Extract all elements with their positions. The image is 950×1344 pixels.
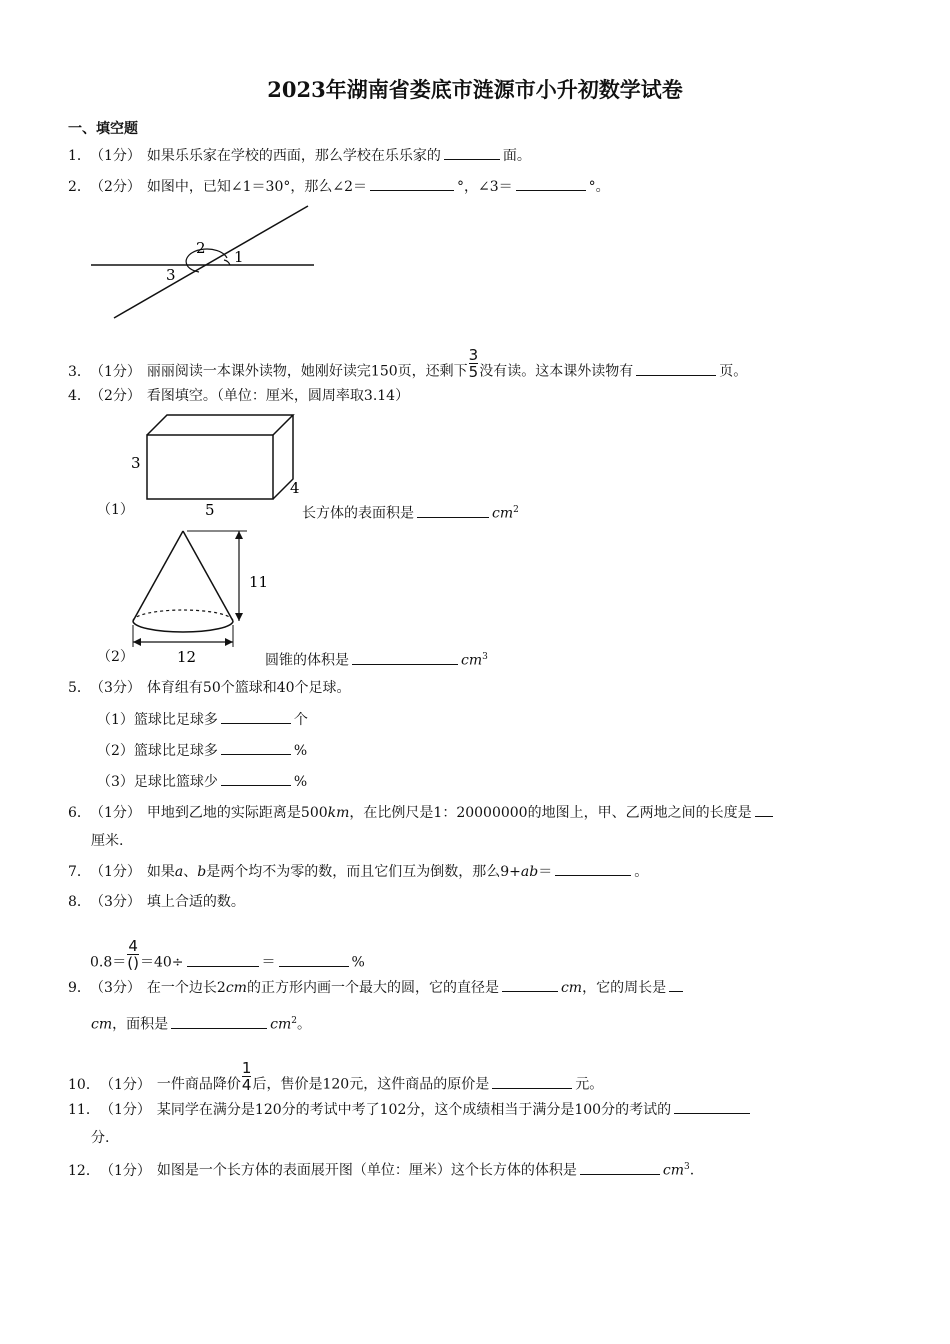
question-points: （2分）: [90, 388, 141, 404]
answer-blank[interactable]: [187, 952, 259, 967]
question-text: 在一个边长2: [146, 980, 226, 996]
arrow-head: [235, 531, 243, 539]
separator: 、: [183, 864, 198, 880]
angle-label-1: 1: [234, 248, 244, 266]
sub-question-text: （3）足球比篮球少: [97, 774, 218, 790]
unit: cm: [662, 1162, 685, 1179]
question-text: 是两个均不为零的数，而且它们互为倒数，那么9+: [206, 864, 521, 880]
question-text: 如图中，已知∠1＝30°，那么∠2＝: [146, 179, 368, 195]
question-text: 某同学在满分是120分的考试中考了102分，这个成绩相当于满分是100分的考试的: [156, 1102, 672, 1118]
question-number: 6．: [68, 805, 91, 821]
question-1: [68, 145, 531, 166]
variable-a: a: [174, 864, 184, 880]
angles-diagram: [88, 200, 328, 325]
unit: cm: [270, 1016, 292, 1033]
variable-b: b: [197, 864, 207, 880]
answer-blank[interactable]: [580, 1160, 660, 1175]
question-number: 3．: [68, 363, 91, 380]
answer-blank[interactable]: [516, 176, 586, 191]
question-7: [68, 861, 648, 882]
question-text: 丽丽阅读一本课外读物，她刚好读完150页，还剩下: [146, 363, 468, 380]
cone-base-back: [133, 610, 233, 621]
answer-blank[interactable]: [171, 1014, 267, 1029]
question-points: （3分）: [90, 680, 141, 696]
sub-question-text: （2）篮球比足球多: [97, 743, 218, 759]
angle-label-2: 2: [196, 239, 206, 257]
question-points: （3分）: [90, 894, 141, 910]
question-text: 的正方形内画一个最大的圆，它的直径是: [246, 980, 499, 996]
question-points: （1分）: [100, 1102, 151, 1118]
question-9: [68, 977, 686, 998]
cone-side-right: [183, 531, 233, 621]
question-6-line-2: 厘米.: [91, 833, 124, 849]
answer-blank[interactable]: [417, 503, 489, 518]
angle-arc: [187, 265, 199, 272]
question-text-after: 页。: [719, 363, 748, 380]
cone-side-left: [133, 531, 183, 621]
question-text: 一件商品降价: [156, 1076, 241, 1093]
q5-part-2: [97, 740, 307, 761]
fraction: [127, 938, 139, 971]
question-text: 如果乐乐家在学校的西面，那么学校在乐乐家的: [146, 148, 441, 164]
q5-part-3: [97, 771, 307, 792]
fraction-numerator: 1: [241, 1059, 252, 1077]
question-number: 10．: [68, 1076, 100, 1093]
expression-text: 0.8＝: [90, 954, 127, 971]
answer-blank[interactable]: [221, 740, 291, 755]
question-points: （3分）: [90, 980, 141, 996]
cone-height-label: 11: [249, 573, 269, 591]
answer-blank[interactable]: [370, 176, 454, 191]
question-11-line-2: 分.: [91, 1130, 110, 1146]
slanted-line: [114, 206, 308, 318]
answer-blank[interactable]: [221, 771, 291, 786]
question-4: [68, 386, 409, 406]
sub-question-unit: %: [293, 774, 308, 790]
cone-diameter-label: 12: [177, 648, 197, 666]
question-text: ，面积是: [112, 1016, 169, 1033]
q4-part-1-label: （1）: [97, 502, 134, 518]
question-points: （1分）: [90, 805, 141, 821]
question-8: [68, 892, 245, 912]
answer-blank[interactable]: [444, 145, 500, 160]
question-text: 后，售价是120元，这件商品的原价是: [252, 1076, 490, 1093]
q4-part-2-label: （2）: [97, 649, 134, 665]
question-9-line-2: [91, 1011, 311, 1035]
cuboid-top: [147, 415, 293, 435]
question-2: [68, 176, 610, 197]
arrow-head: [225, 638, 233, 646]
unit-exponent: 3: [482, 652, 488, 662]
answer-blank[interactable]: [492, 1074, 572, 1089]
unit-exponent: 2: [513, 505, 519, 515]
question-text: 如果: [146, 864, 175, 880]
fraction-denominator[interactable]: (): [127, 954, 139, 972]
question-number: 8．: [68, 894, 91, 910]
question-text-after: 面。: [502, 148, 531, 164]
question-number: 12．: [68, 1162, 100, 1179]
question-number: 1．: [68, 148, 91, 164]
question-3: [68, 346, 748, 388]
equals: ＝: [538, 864, 553, 880]
question-10: [68, 1059, 604, 1101]
cuboid-height-label: 3: [131, 454, 141, 472]
section-title: 一、填空题: [68, 121, 138, 137]
question-points: （1分）: [100, 1162, 151, 1179]
cuboid-diagram: [125, 410, 315, 525]
question-points: （1分）: [90, 148, 141, 164]
answer-blank[interactable]: [755, 802, 773, 817]
answer-blank[interactable]: [636, 361, 716, 376]
fraction-denominator: 5: [468, 363, 479, 381]
question-text: 长方体的表面积是: [302, 505, 414, 522]
question-number: 5．: [68, 680, 91, 696]
cuboid-width-label: 5: [205, 501, 215, 519]
question-points: （2分）: [90, 179, 141, 195]
fraction-denominator: 4: [241, 1076, 252, 1094]
question-text: ，它的周长是: [582, 980, 667, 996]
question-number: 7．: [68, 864, 91, 880]
variable-ab: ab: [520, 864, 539, 880]
question-11: [68, 1099, 753, 1120]
sub-question-unit: 个: [293, 712, 308, 728]
unit: cm: [225, 980, 247, 996]
question-6: [68, 802, 776, 823]
answer-blank[interactable]: [279, 952, 349, 967]
question-text-after: 。: [296, 1016, 311, 1033]
question-text: 体育组有50个篮球和40个足球。: [146, 680, 351, 696]
question-text: °。: [588, 179, 610, 195]
cone-base-front: [133, 621, 233, 632]
question-number: 4．: [68, 388, 91, 404]
cuboid-front: [147, 435, 273, 499]
question-text: 圆锥的体积是: [265, 652, 349, 669]
cone-diagram: [125, 525, 275, 670]
unit: cm: [461, 652, 483, 669]
arrow-head: [235, 613, 243, 621]
fraction: [469, 347, 479, 380]
question-5: [68, 678, 351, 698]
question-text: 看图填空。（单位：厘米，圆周率取3.14）: [146, 388, 410, 404]
unit: km: [327, 805, 350, 821]
angle-label-3: 3: [166, 266, 176, 284]
arrow-head: [133, 638, 141, 646]
question-12: [68, 1157, 694, 1181]
unit: cm: [91, 1016, 113, 1033]
question-text-after: 元。: [575, 1076, 604, 1093]
sub-question-unit: %: [293, 743, 308, 759]
expression-text: ＝40÷: [139, 954, 184, 971]
question-text: 填上合适的数。: [146, 894, 245, 910]
question-text: 如图是一个长方体的表面展开图（单位：厘米）这个长方体的体积是: [156, 1162, 577, 1179]
question-points: （1分）: [90, 363, 141, 380]
unit: cm: [560, 980, 583, 996]
question-text: ，在比例尺是1：20000000的地图上，甲、乙两地之间的长度是: [349, 805, 752, 821]
question-points: （1分）: [90, 864, 141, 880]
answer-blank[interactable]: [555, 861, 631, 876]
answer-blank[interactable]: [502, 977, 558, 992]
q4-part-1: [302, 500, 519, 524]
q4-part-2: [265, 647, 488, 671]
question-text: °，∠3＝: [457, 179, 513, 195]
expression-text: %: [351, 954, 365, 971]
fraction: [242, 1060, 252, 1093]
answer-blank[interactable]: [674, 1099, 750, 1114]
question-text-after: .: [689, 1162, 695, 1179]
question-text: 没有读。这本课外读物有: [479, 363, 634, 380]
sub-question-text: （1）篮球比足球多: [97, 712, 218, 728]
expression-text: ＝: [261, 954, 276, 971]
fraction-numerator: 4: [128, 937, 138, 955]
question-points: （1分）: [100, 1076, 151, 1093]
unit-exponent: 3: [684, 1162, 690, 1172]
unit-exponent: 2: [291, 1016, 297, 1026]
answer-blank[interactable]: [669, 977, 683, 992]
question-text-after: 。: [634, 864, 649, 880]
question-number: 9．: [68, 980, 91, 996]
question-number: 11．: [68, 1102, 100, 1118]
answer-blank[interactable]: [352, 650, 458, 665]
page-title: 2023年湖南省娄底市涟源市小升初数学试卷: [267, 77, 683, 102]
cuboid-depth-label: 4: [290, 479, 300, 497]
q8-expression: [90, 937, 365, 979]
unit: cm: [492, 505, 514, 522]
question-text: 甲地到乙地的实际距离是500: [146, 805, 328, 821]
question-number: 2．: [68, 179, 91, 195]
fraction-numerator: 3: [468, 346, 479, 364]
answer-blank[interactable]: [221, 709, 291, 724]
q5-part-1: [97, 709, 308, 730]
